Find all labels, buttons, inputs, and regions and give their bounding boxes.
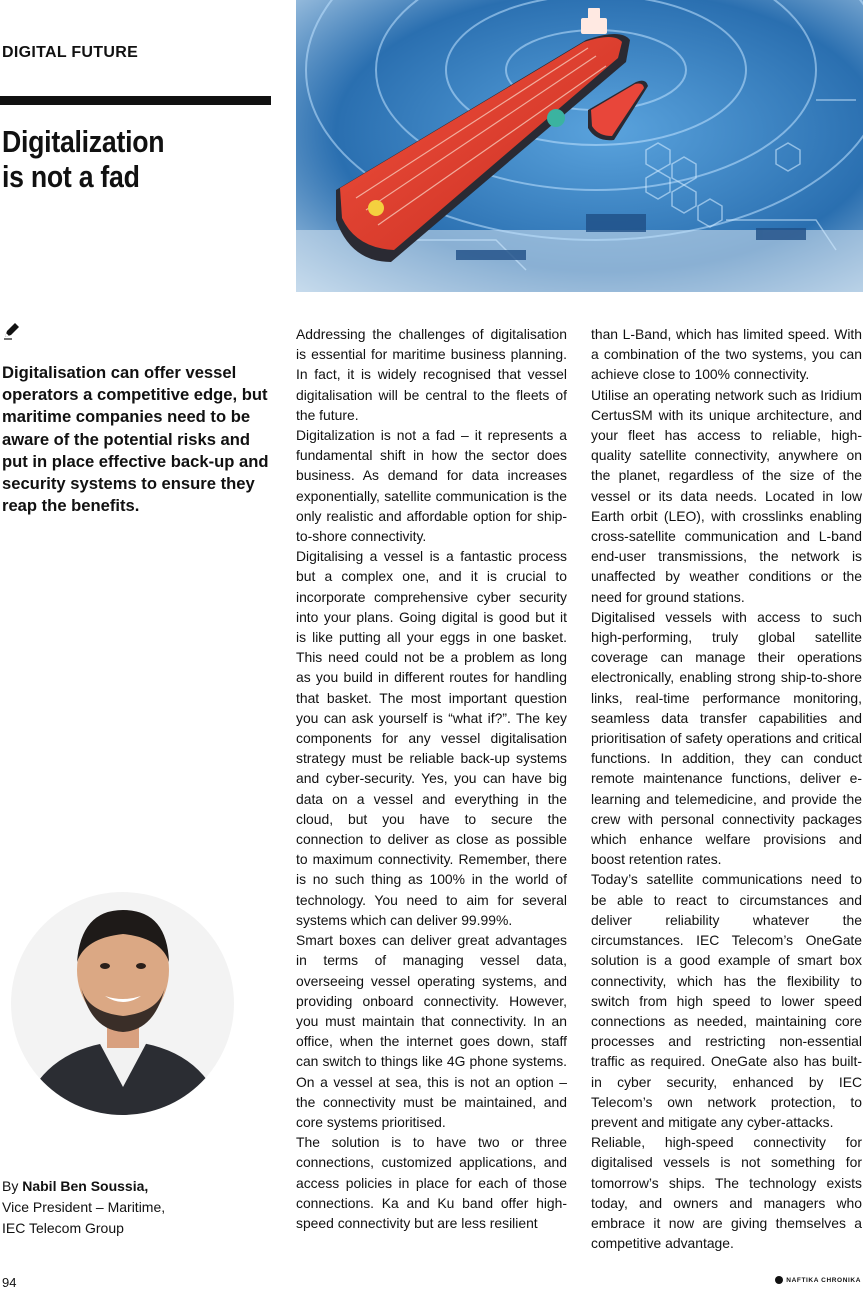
pen-icon [2, 320, 22, 340]
author-role: Vice President – Maritime, [2, 1199, 166, 1215]
lead-paragraph: Digitalisation can offer vessel operators a competitive edge, but maritime companies need to be aware of the potential risks and put in place effective back-up and security systems to ensure they reap the benefits. [2, 363, 269, 516]
article-column-2 [591, 324, 862, 1253]
tanker-illustration [296, 0, 863, 292]
page-number: 94 [2, 1275, 17, 1290]
byline-prefix: By [2, 1178, 23, 1194]
author-photo [11, 892, 234, 1115]
publication-name: NAFTIKA CHRONIKA [786, 1276, 861, 1284]
section-label: DIGITAL FUTURE [2, 44, 139, 61]
title-line-2: is not a fad [2, 159, 140, 194]
article-title [2, 124, 234, 194]
byline [2, 1176, 165, 1239]
paragraph: Utilise an operating network such as Iridium CertusSM with its unique architecture, and your fleet has access to reliable, high-quality satellite connectivity, anywhere on the planet, regardless of the size of the vessel or its data needs. Located in low Earth orbit (LEO), with crosslinks enabling cross-satellite communication and L-band end-user transmissions, the network is unaffected by weather conditions or the need for ground stations. [591, 386, 862, 605]
paragraph: Reliable, high-speed connectivity for digitalised vessels is not something for tomorrow’s ships. The technology exists today, and owners and managers who embrace it now are giving themselves a competitive advantage. [591, 1134, 862, 1252]
paragraph: Smart boxes can deliver great advantages in terms of managing vessel data, overseeing vessel operating systems, and providing onboard connectivity. However, you must maintain that connectivity. In an office, when the internet goes down, staff can switch to things like 4G phone systems. On a vessel at sea, this is not an option – the connectivity must be maintained, and core systems prioritised. [296, 932, 567, 1130]
publication-brand [775, 1276, 861, 1284]
paragraph: Digitalising a vessel is a fantastic process but a complex one, and it is crucial to incorporate comprehensive cyber security into your plans. Going digital is good but it is like putting all your eggs in one basket. This need could not be a problem as long as you build in different routes for handling that basket. The most important question you can ask yourself is “what if?”. The key components for any vessel digitalisation strategy must be reliable back-up systems and cyber-security. Yes, you can have big data on a vessel and everything in the cloud, but you have to secure the connection to deliver as close as possible to maximum connectivity. Remember, there is no such thing as 100% in the world of technology. You need to aim for several systems which can deliver 99.99%. [296, 548, 567, 928]
brand-logo-icon [775, 1276, 783, 1284]
paragraph: Digitalization is not a fad – it represents a fundamental shift in how the sector does business. As demand for data increases exponentially, satellite communication is the only realistic and affordable option for ship-to-shore connectivity. [296, 427, 567, 545]
paragraph: Digitalised vessels with access to such high-performing, truly global satellite coverage can manage their operations electronically, enabling strong ship-to-shore links, real-time performance monitoring, seamless data transfer capabilities and prioritisation of safety operations and critical functions. In addition, they can conduct remote maintenance functions, deliver e-learning and telemedicine, and provide the crew with personal connectivity packages which enhance welfare provisions and boost retention rates. [591, 608, 862, 868]
paragraph: Addressing the challenges of digitalisation is essential for maritime business planning. In fact, it is widely recognised that vessel digitalisation will be central to the fleets of the future. [296, 326, 567, 423]
paragraph: than L-Band, which has limited speed. With a combination of the two systems, you can achieve close to 100% connectivity. [591, 326, 862, 383]
section-divider [0, 96, 271, 105]
paragraph: The solution is to have two or three connections, customized applications, and access policies in place for each of those connections. Ka and Ku band offer high-speed connectivity but are less resilient [296, 1134, 567, 1231]
author-name: Nabil Ben Soussia, [22, 1178, 149, 1194]
hero-image-tanker [296, 0, 863, 292]
author-company: IEC Telecom Group [2, 1220, 124, 1236]
author-portrait [11, 892, 234, 1115]
paragraph: Today’s satellite communications need to be able to react to circumstances and deliver reliability whatever the circumstances. IEC Telecom’s OneGate solution is a good example of smart box connectivity, which has the flexibility to switch from high speed to lower speed connections as needed, maintaining core processes and restricting non-essential traffic as required. OneGate also has built-in cyber security, enhanced by IEC Telecom’s own network protection, to prevent and mitigate any cyber-attacks. [591, 871, 862, 1130]
article-column-1 [296, 324, 567, 1233]
title-line-1: Digitalization [2, 124, 165, 159]
